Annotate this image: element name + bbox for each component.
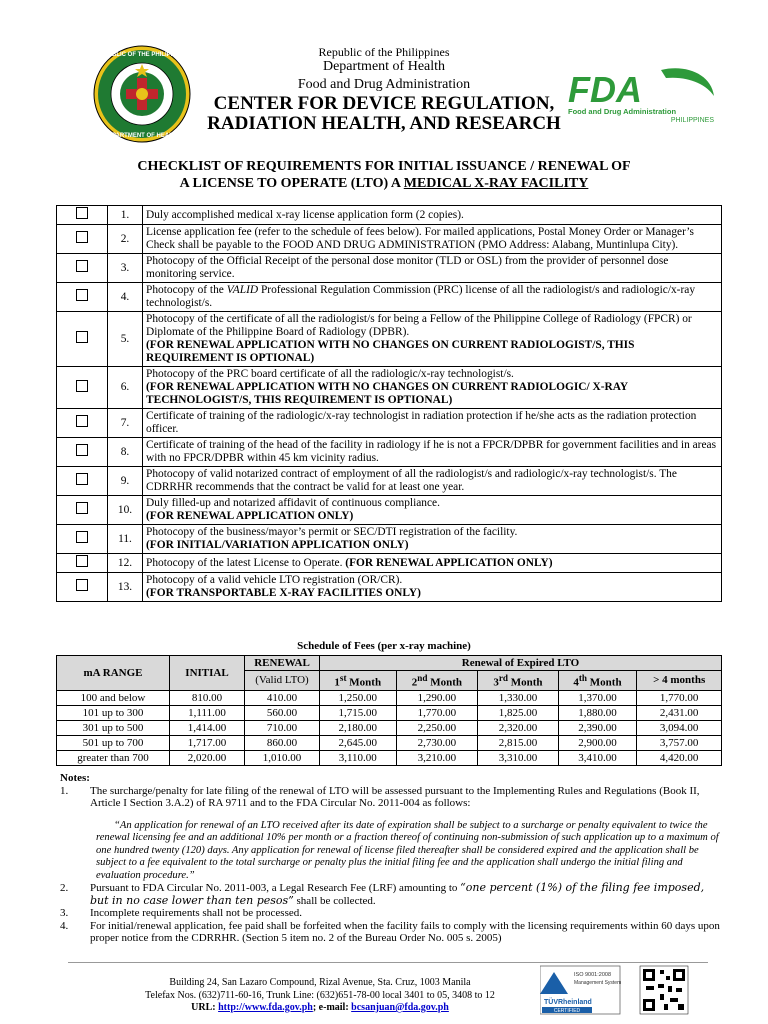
cert-body-text: TÜVRheinland <box>544 999 592 1006</box>
header-republic: Republic of the Philippines <box>318 45 450 59</box>
fee-cell: 2,815.00 <box>478 735 558 750</box>
checklist-row <box>57 254 722 283</box>
fee-cell: 3,110.00 <box>320 750 397 765</box>
qr-code-icon <box>640 966 688 1014</box>
fee-cell: 860.00 <box>245 735 320 750</box>
ma-range-cell: 301 up to 500 <box>57 720 170 735</box>
checkbox[interactable] <box>76 555 88 567</box>
item-number: 5. <box>108 312 143 367</box>
fees-title: Schedule of Fees (per x-ray machine) <box>297 640 471 652</box>
seal-ring-text: REPUBLIC OF THE PHILIPPINES <box>95 52 189 58</box>
fees-row <box>57 705 722 720</box>
item-number: 2. <box>108 225 143 254</box>
note-number: 1. <box>60 784 69 797</box>
requirement-text: Photocopy of the Official Receipt of the personal dose monitor (TLD or OSL) from the provider of personnel dose monitoring service. <box>143 254 722 283</box>
checklist-row <box>57 206 722 225</box>
fee-cell: 1,330.00 <box>478 690 558 705</box>
item-number: 4. <box>108 283 143 312</box>
ma-range-cell: 501 up to 700 <box>57 735 170 750</box>
header-initial: INITIAL <box>170 656 245 691</box>
seal-bottom-text: DEPARTMENT OF HEALTH <box>103 133 181 139</box>
fee-cell: 1,770.00 <box>637 690 722 705</box>
cert-iso-text: ISO 9001:2008 <box>574 972 612 978</box>
footer-divider <box>68 962 708 963</box>
requirement-text: Duly filled-up and notarized affidavit of continuous compliance. (FOR RENEWAL APPLICATION ONLY) <box>143 496 722 525</box>
checklist-row <box>57 554 722 573</box>
fee-cell: 1,010.00 <box>245 750 320 765</box>
fee-cell: 1,290.00 <box>396 690 478 705</box>
checkbox[interactable] <box>76 502 88 514</box>
fees-table <box>56 655 722 766</box>
website-link[interactable]: http://www.fda.gov.ph <box>218 1002 313 1013</box>
fee-cell: 2,431.00 <box>637 705 722 720</box>
fee-cell: 2,645.00 <box>320 735 397 750</box>
checkbox[interactable] <box>76 380 88 392</box>
requirement-text: Certificate of training of the head of the facility in radiology if he is not a FPCR/DPBR for government facilities and in areas with no FPCR/DPBR within 45 km vicinity radius. <box>143 438 722 467</box>
fee-cell: 1,715.00 <box>320 705 397 720</box>
requirement-text: Duly accomplished medical x-ray license application form (2 copies). <box>143 206 722 225</box>
checklist-row <box>57 438 722 467</box>
item-number: 10. <box>108 496 143 525</box>
note-item <box>60 785 720 810</box>
fee-cell: 3,757.00 <box>637 735 722 750</box>
fda-logo-subtitle: Food and Drug Administration <box>568 107 677 116</box>
footer-contact: URL: http://www.fda.gov.ph; e-mail: bcsanjuan@fda.gov.ph <box>191 1002 449 1013</box>
item-number: 6. <box>108 367 143 409</box>
fee-cell: 4,420.00 <box>637 750 722 765</box>
header-ma-range: mA RANGE <box>57 656 170 691</box>
ma-range-cell: 100 and below <box>57 690 170 705</box>
requirement-text: Photocopy of the PRC board certificate of all the radiologic/x-ray technologist/s. (FOR RENEWAL APPLICATION WITH NO CHANGES ON CURRENT RADIOLOGIC/ X-RAY TECHNOLOGIST/S, THIS REQUIREMENT IS OPTIONAL) <box>143 367 722 409</box>
note-text: The surcharge/penalty for late filing of the renewal of LTO will be assessed pursuant to the Implementing Rules and Regulations (Book II, Article I Section 3.A.2) of RA 9711 and to the FDA Circular No. 2011-004 as follows: <box>90 784 700 809</box>
page-title-line2 <box>0 176 768 192</box>
header-renewal: RENEWAL <box>245 656 320 671</box>
ma-range-cell: greater than 700 <box>57 750 170 765</box>
fees-row <box>57 690 722 705</box>
note-item <box>60 920 720 945</box>
fee-cell: 2,020.00 <box>170 750 245 765</box>
checkbox[interactable] <box>76 531 88 543</box>
note-text: Pursuant to FDA Circular No. 2011-003, a Legal Research Fee (LRF) amounting to <box>90 882 461 894</box>
item-number: 13. <box>108 573 143 602</box>
header-month1: 1st Month <box>320 671 397 691</box>
requirement-text: Photocopy of valid notarized contract of employment of all the radiologist/s and radiologic/x-ray technologist/s. The CDRRHR recommends that the contract be valid for at least one year. <box>143 467 722 496</box>
item-number: 11. <box>108 525 143 554</box>
checklist-row <box>57 283 722 312</box>
checklist-row <box>57 573 722 602</box>
fda-logo-country: PHILIPPINES <box>670 117 714 124</box>
notes-section <box>60 772 720 945</box>
fee-cell: 810.00 <box>170 690 245 705</box>
checklist-row <box>57 467 722 496</box>
fee-cell: 1,370.00 <box>558 690 637 705</box>
item-number: 3. <box>108 254 143 283</box>
header-department: Department of Health <box>322 59 446 74</box>
cert-status-text: CERTIFIED <box>553 1008 581 1014</box>
header-expired: Renewal of Expired LTO <box>320 656 722 671</box>
checklist-row <box>57 367 722 409</box>
note-text: shall be collected. <box>293 894 376 907</box>
requirement-text: Photocopy of the business/mayor’s permit or SEC/DTI registration of the facility. (FOR INITIAL/VARIATION APPLICATION ONLY) <box>143 525 722 554</box>
header-center-line2: RADIATION HEALTH, AND RESEARCH <box>207 113 561 134</box>
fee-cell: 1,250.00 <box>320 690 397 705</box>
checkbox[interactable] <box>76 444 88 456</box>
fee-cell: 1,414.00 <box>170 720 245 735</box>
header-month3: 3rd Month <box>478 671 558 691</box>
note-number: 2. <box>60 882 69 894</box>
requirement-text: Photocopy of the latest License to Operate. (FOR RENEWAL APPLICATION ONLY) <box>143 554 722 573</box>
fee-cell: 2,390.00 <box>558 720 637 735</box>
fee-cell: 2,900.00 <box>558 735 637 750</box>
note-item <box>60 907 720 920</box>
checkbox[interactable] <box>76 207 88 219</box>
fda-logo-text: FDA <box>568 69 642 110</box>
notes-heading: Notes: <box>60 772 90 784</box>
checkbox[interactable] <box>76 289 88 301</box>
fee-cell: 2,250.00 <box>396 720 478 735</box>
footer-phones: Telefax Nos. (632)711-60-16, Trunk Line: (632)651-78-00 local 3401 to 05, 3408 to 12 <box>145 990 495 1001</box>
title-prefix: A LICENSE TO OPERATE (LTO) A <box>179 176 404 191</box>
fee-cell: 2,320.00 <box>478 720 558 735</box>
requirement-text: Photocopy of the VALID Professional Regulation Commission (PRC) license of all the radiologist/s and radiologic/x-ray technologist/s. <box>143 283 722 312</box>
note-text: For initial/renewal application, fee paid shall be forfeited when the facility fails to comply with the licensing requirements within 60 days upon proper notice from the CDRRHR. (Section 5 item no. 2 of the Bureau Order No. 005 s. 2005) <box>90 919 720 944</box>
item-number: 9. <box>108 467 143 496</box>
fee-cell: 410.00 <box>245 690 320 705</box>
fee-cell: 1,770.00 <box>396 705 478 720</box>
fees-row <box>57 720 722 735</box>
note-number: 3. <box>60 907 69 919</box>
fee-cell: 1,825.00 <box>478 705 558 720</box>
fee-cell: 710.00 <box>245 720 320 735</box>
cert-system-text: Management System <box>574 980 622 986</box>
fee-cell: 560.00 <box>245 705 320 720</box>
fee-cell: 2,180.00 <box>320 720 397 735</box>
item-number: 7. <box>108 409 143 438</box>
note-number: 4. <box>60 919 69 932</box>
fees-row <box>57 735 722 750</box>
note-italic: “one percent (1%) of the filing fee imposed, but in no case lower than ten pesos” <box>90 881 705 907</box>
fee-cell: 1,717.00 <box>170 735 245 750</box>
fee-cell: 3,094.00 <box>637 720 722 735</box>
item-number: 1. <box>108 206 143 225</box>
checkbox[interactable] <box>76 231 88 243</box>
header-month2: 2nd Month <box>396 671 478 691</box>
certification-badges <box>540 964 718 1016</box>
requirement-text: Certificate of training of the radiologic/x-ray technologist in radiation protection if he/she acts as the radiation protection officer. <box>143 409 722 438</box>
ma-range-cell: 101 up to 300 <box>57 705 170 720</box>
note-item <box>60 882 720 907</box>
checkbox[interactable] <box>76 260 88 272</box>
fee-cell: 1,880.00 <box>558 705 637 720</box>
fee-cell: 3,210.00 <box>396 750 478 765</box>
fee-cell: 3,310.00 <box>478 750 558 765</box>
fda-logo <box>566 64 716 124</box>
checklist-row <box>57 312 722 367</box>
checkbox[interactable] <box>76 473 88 485</box>
footer-address: Building 24, San Lazaro Compound, Rizal Avenue, Sta. Cruz, 1003 Manila <box>169 977 471 988</box>
fee-cell: 2,730.00 <box>396 735 478 750</box>
requirement-text: Photocopy of the certificate of all the radiologist/s for being a Fellow of the Philippine College of Radiology (FPCR) or Diplomate of the Philippine Board of Radiology (DPBR). (FOR RENEWAL APPLICATION WITH NO CHANGES ON CURRENT RADIOLOGIST/S, THIS REQUIREMENT IS OPTIONAL) <box>143 312 722 367</box>
checkbox[interactable] <box>76 415 88 427</box>
fees-row <box>57 750 722 765</box>
note-quote: “An application for renewal of an LTO received after its date of expiration shall be subject to a surcharge or penalty equivalent to twice the renewal licensing fee and an additional 10% per month or a fraction thereof of continuing non-submission of such application up to a maximum of one hundred twenty (120) days. Any application for renewal of license filed thereafter shall be considered expired and the application shall be subject to a fee equivalent to the total surcharge or penalty plus the initial filing fee and the application shall undergo the initial filing and evaluation procedure.” <box>96 819 719 881</box>
checklist-row <box>57 409 722 438</box>
header-month4: 4th Month <box>558 671 637 691</box>
fee-cell: 3,410.00 <box>558 750 637 765</box>
header-month5: > 4 months <box>637 671 722 691</box>
requirement-text: License application fee (refer to the schedule of fees below). For mailed applications, Postal Money Order or Manager’s Check shall be payable to the FOOD AND DRUG ADMINISTRATION (PMO Address: Alabang, Muntinlupa City). <box>143 225 722 254</box>
checkbox[interactable] <box>76 579 88 591</box>
note-text: Incomplete requirements shall not be processed. <box>90 907 302 919</box>
item-number: 12. <box>108 554 143 573</box>
header-center-line1: CENTER FOR DEVICE REGULATION, <box>213 93 555 114</box>
fee-cell: 1,111.00 <box>170 705 245 720</box>
checklist-row <box>57 496 722 525</box>
page-title-line1: CHECKLIST OF REQUIREMENTS FOR INITIAL ISSUANCE / RENEWAL OF <box>137 159 631 174</box>
requirement-text: Photocopy of a valid vehicle LTO registration (OR/CR). (FOR TRANSPORTABLE X-RAY FACILITIES ONLY) <box>143 573 722 602</box>
item-number: 8. <box>108 438 143 467</box>
checkbox[interactable] <box>76 331 88 343</box>
checklist-row <box>57 225 722 254</box>
header-agency: Food and Drug Administration <box>297 77 471 92</box>
email-link[interactable]: bcsanjuan@fda.gov.ph <box>351 1002 449 1013</box>
checklist-row <box>57 525 722 554</box>
title-facility: MEDICAL X-RAY FACILITY <box>403 176 589 191</box>
header-renewal-sub: (Valid LTO) <box>245 671 320 691</box>
requirements-checklist <box>56 205 722 602</box>
